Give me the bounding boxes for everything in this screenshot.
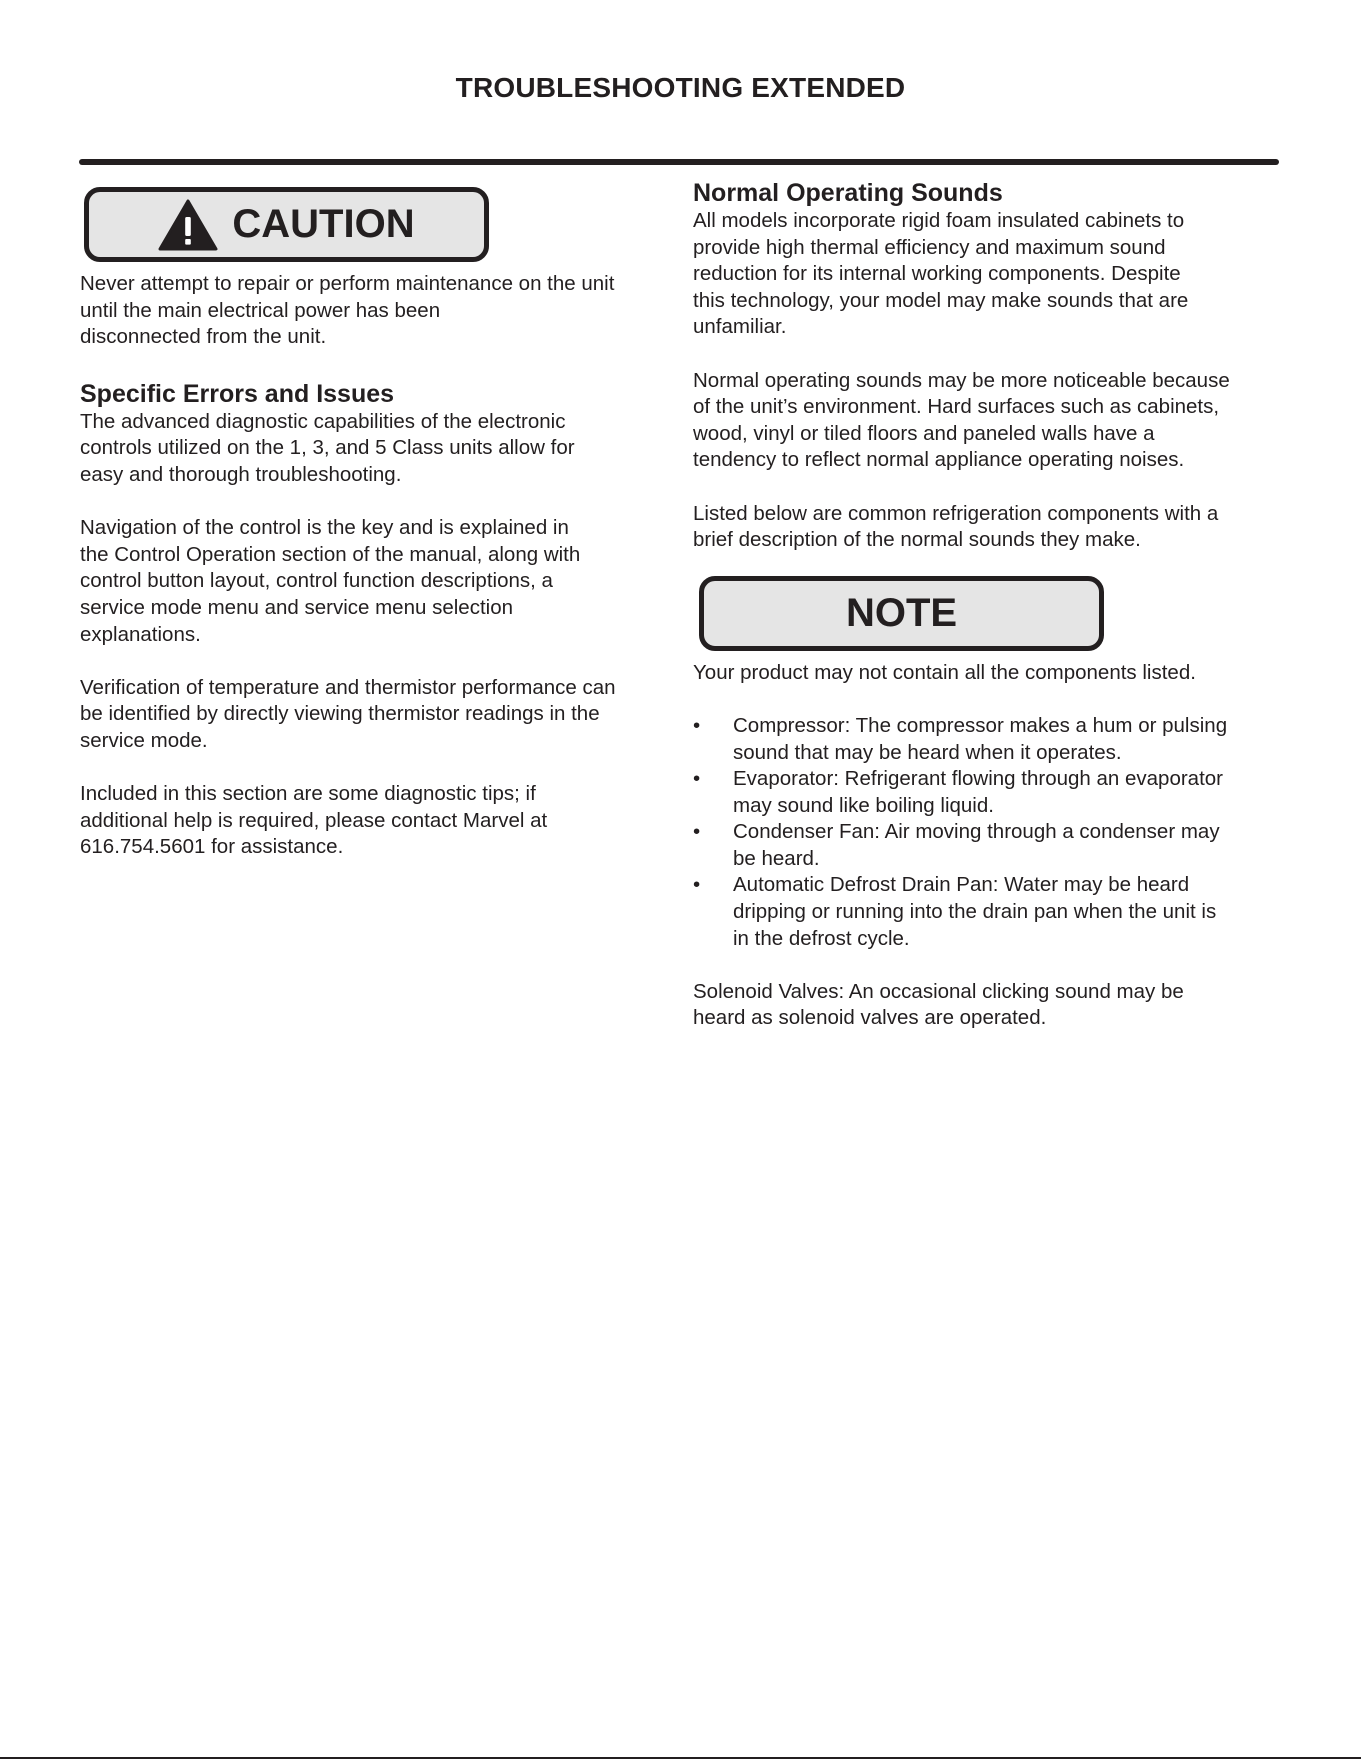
note-label: NOTE — [845, 590, 958, 635]
list-item-text: Evaporator: Refrigerant flowing through an evaporator may sound like boiling liquid. — [733, 767, 1224, 817]
right-column — [693, 178, 1293, 1032]
bullet: • — [693, 873, 701, 897]
warning-triangle-icon — [158, 199, 218, 251]
normal-sounds-heading: Normal Operating Sounds — [693, 179, 1003, 207]
list-item-text: Condenser Fan: Air moving through a condenser may be heard. — [733, 820, 1220, 870]
normal-sounds-paragraph: Normal operating sounds may be more noticeable because of the unit’s environment. Hard surfaces such as cabinets, wood, vinyl or tiled floors and paneled walls have a tendency to reflect normal appliance operating noises. — [693, 368, 1230, 472]
list-item — [693, 819, 1293, 872]
caution-text: Never attempt to repair or perform maintenance on the unit until the main electrical power has been disconnected from the unit. — [80, 272, 615, 349]
list-item — [693, 872, 1293, 952]
page-title: TROUBLESHOOTING EXTENDED — [455, 72, 906, 103]
specific-errors-paragraph: Verification of temperature and thermistor performance can be identified by directly viewing thermistor readings in the service mode. — [80, 675, 616, 752]
components-list — [693, 713, 1293, 952]
normal-sounds-paragraph: All models incorporate rigid foam insulated cabinets to provide high thermal efficiency and maximum sound reduction for its internal working components. Despite this technology, your model may make sounds that are unfamiliar. — [693, 209, 1189, 339]
note-box — [699, 576, 1104, 651]
list-item-text: Automatic Defrost Drain Pan: Water may be heard dripping or running into the drain pan when the unit is in the defrost cycle. — [733, 873, 1217, 950]
list-item-text: Compressor: The compressor makes a hum or pulsing sound that may be heard when it operates. — [733, 713, 1228, 764]
list-item — [693, 766, 1293, 819]
bullet: • — [693, 820, 701, 844]
caution-label: CAUTION — [232, 202, 415, 247]
solenoid-text: Solenoid Valves: An occasional clicking sound may be heard as solenoid valves are operated. — [693, 979, 1184, 1030]
specific-errors-paragraph: The advanced diagnostic capabilities of the electronic controls utilized on the 1, 3, and 5 Class units allow for easy and thorough troubleshooting. — [80, 409, 575, 486]
left-column — [80, 187, 665, 861]
footer-divider — [0, 1757, 1361, 1759]
list-item — [693, 713, 1293, 766]
specific-errors-paragraph: Navigation of the control is the key and is explained in the Control Operation section of the manual, along with control button layout, control function descriptions, a service mode menu and service menu selection explanations. — [80, 516, 581, 646]
note-text: Your product may not contain all the components listed. — [693, 660, 1196, 684]
bullet: • — [693, 767, 701, 791]
bullet: • — [693, 713, 701, 737]
specific-errors-heading: Specific Errors and Issues — [80, 379, 395, 408]
caution-box — [84, 187, 489, 262]
normal-sounds-paragraph: Listed below are common refrigeration components with a brief description of the normal sounds they make. — [693, 501, 1219, 552]
title-divider — [79, 159, 1279, 165]
specific-errors-paragraph: Included in this section are some diagnostic tips; if additional help is required, please contact Marvel at 616.754.5601 for assistance. — [80, 782, 548, 859]
